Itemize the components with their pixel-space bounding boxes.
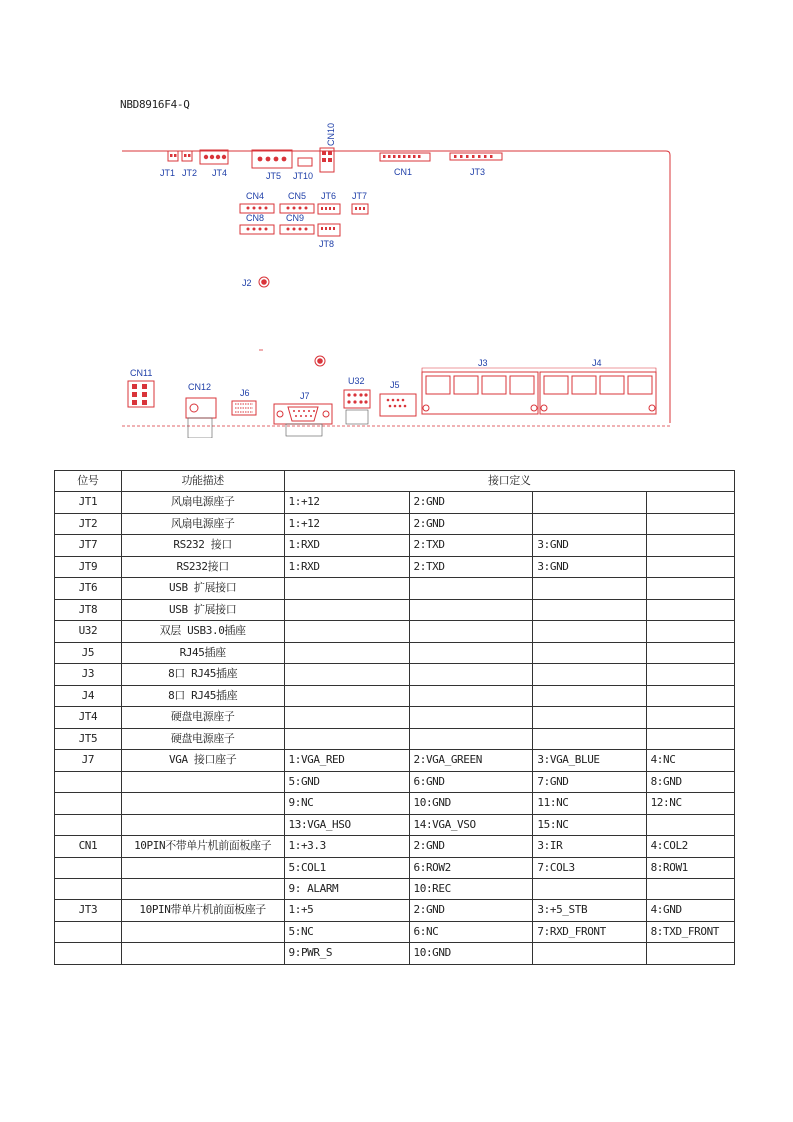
table-body: [55, 492, 735, 964]
cell-pin-1: 9:PWR_S: [284, 943, 409, 964]
cell-pin-4: [646, 513, 734, 535]
table-row: [55, 556, 735, 578]
cell-pin-2: 10:GND: [409, 793, 533, 814]
cell-pin-3: 11:NC: [533, 793, 646, 814]
cell-position: [55, 878, 122, 899]
cell-function: USB 扩展接口: [121, 599, 284, 621]
cell-pin-1: 5:GND: [284, 771, 409, 792]
cell-position: J4: [55, 685, 122, 707]
cell-pin-2: [409, 728, 533, 750]
cell-function: [121, 878, 284, 899]
cell-pin-4: [646, 728, 734, 750]
cell-pin-2: 14:VGA_VSO: [409, 814, 533, 835]
cell-position: JT3: [55, 900, 122, 922]
cell-function: 硬盘电源座子: [121, 728, 284, 750]
cell-pin-4: [646, 621, 734, 643]
cn12-connector: [186, 398, 216, 438]
cell-pin-1: [284, 578, 409, 600]
pin-definition-table: [54, 470, 735, 965]
label-j2: J2: [242, 278, 252, 288]
cell-position: [55, 793, 122, 814]
label-cn5: CN5: [288, 191, 307, 201]
cell-pin-3: [533, 599, 646, 621]
cell-function: RS232接口: [121, 556, 284, 578]
cell-function: [121, 921, 284, 942]
cell-function: 8口 RJ45插座: [121, 685, 284, 707]
j4-8port-rj45: [540, 372, 656, 414]
cell-pin-4: [646, 642, 734, 664]
jt5-connector: [252, 150, 292, 168]
cell-pin-2: [409, 599, 533, 621]
cell-pin-1: [284, 599, 409, 621]
table-row: [55, 513, 735, 535]
label-jt5: JT5: [266, 171, 282, 181]
label-jt4: JT4: [212, 168, 228, 178]
cell-function: [121, 771, 284, 792]
cell-pin-3: 3:GND: [533, 535, 646, 557]
cell-position: [55, 771, 122, 792]
cell-pin-4: [646, 685, 734, 707]
cell-pin-3: [533, 728, 646, 750]
label-cn8: CN8: [246, 213, 265, 223]
cell-pin-2: 2:TXD: [409, 556, 533, 578]
j5-rj45-connector: [380, 394, 416, 416]
cell-pin-2: 2:GND: [409, 900, 533, 922]
cell-pin-3: 3:GND: [533, 556, 646, 578]
cell-pin-3: [533, 513, 646, 535]
cell-function: [121, 857, 284, 878]
document-title: NBD8916F4-Q: [120, 98, 190, 111]
cell-function: [121, 814, 284, 835]
label-j6: J6: [240, 388, 250, 398]
cell-pin-3: 3:IR: [533, 836, 646, 858]
cell-pin-3: [533, 621, 646, 643]
cell-function: 10PIN带单片机前面板座子: [121, 900, 284, 922]
cell-pin-3: [533, 492, 646, 514]
cell-pin-4: [646, 707, 734, 729]
cell-position: JT4: [55, 707, 122, 729]
cell-pin-1: 1:+3.3: [284, 836, 409, 858]
cell-pin-2: 2:GND: [409, 513, 533, 535]
cn5-connector: [280, 204, 314, 213]
board-svg: [118, 118, 678, 438]
j6-connector: [232, 401, 256, 415]
cell-pin-3: [533, 878, 646, 899]
jt4-connector: [200, 150, 228, 164]
table-row: [55, 814, 735, 835]
cell-position: JT8: [55, 599, 122, 621]
label-jt1: JT1: [160, 168, 176, 178]
table-row: [55, 750, 735, 772]
cell-position: JT7: [55, 535, 122, 557]
cell-function: 8口 RJ45插座: [121, 664, 284, 686]
jt7-connector: [352, 204, 368, 214]
cell-pin-2: [409, 621, 533, 643]
cell-pin-4: [646, 664, 734, 686]
cell-pin-3: 7:RXD_FRONT: [533, 921, 646, 942]
cell-pin-4: 4:NC: [646, 750, 734, 772]
cell-pin-3: 3:+5_STB: [533, 900, 646, 922]
cell-pin-2: 6:GND: [409, 771, 533, 792]
label-jt8: JT8: [319, 239, 335, 249]
table-row: [55, 878, 735, 899]
u32-usb-connector: [344, 390, 370, 424]
cell-pin-2: [409, 642, 533, 664]
cell-pin-4: [646, 599, 734, 621]
cell-pin-2: [409, 685, 533, 707]
label-cn10: CN10: [326, 122, 336, 146]
cell-pin-3: [533, 642, 646, 664]
cell-pin-3: [533, 685, 646, 707]
cell-pin-1: 1:+5: [284, 900, 409, 922]
table-row: [55, 492, 735, 514]
label-jt7: JT7: [352, 191, 368, 201]
cell-function: [121, 943, 284, 964]
table-row: [55, 921, 735, 942]
cell-pin-1: [284, 685, 409, 707]
cell-position: [55, 814, 122, 835]
cn8-connector: [240, 225, 274, 234]
table-row: [55, 900, 735, 922]
header-function: 功能描述: [121, 471, 284, 492]
table-row: [55, 685, 735, 707]
cell-function: 硬盘电源座子: [121, 707, 284, 729]
cell-pin-2: 6:ROW2: [409, 857, 533, 878]
cell-function: 双层 USB3.0插座: [121, 621, 284, 643]
cell-pin-1: [284, 664, 409, 686]
label-cn4: CN4: [246, 191, 265, 201]
jt6-connector: [318, 204, 340, 214]
cell-pin-2: [409, 707, 533, 729]
label-cn12: CN12: [188, 382, 212, 392]
cell-pin-4: 8:TXD_FRONT: [646, 921, 734, 942]
cell-pin-3: [533, 707, 646, 729]
cell-position: JT9: [55, 556, 122, 578]
label-u32: U32: [348, 376, 365, 386]
cell-position: [55, 857, 122, 878]
cell-pin-3: 7:COL3: [533, 857, 646, 878]
cn4-connector: [240, 204, 274, 213]
cell-pin-1: 1:+12: [284, 513, 409, 535]
table-row: [55, 943, 735, 964]
j7-vga-connector: [274, 404, 332, 436]
jt10-connector: [298, 158, 312, 166]
cell-function: [121, 793, 284, 814]
table-row: [55, 599, 735, 621]
cell-pin-4: 12:NC: [646, 793, 734, 814]
jt2-connector: [182, 151, 192, 161]
cell-position: J5: [55, 642, 122, 664]
j2-jumper: [261, 279, 267, 285]
cell-pin-4: [646, 556, 734, 578]
cell-pin-2: 2:VGA_GREEN: [409, 750, 533, 772]
cell-pin-1: 9:NC: [284, 793, 409, 814]
table-row: [55, 793, 735, 814]
cn10-connector: [320, 148, 334, 172]
cell-pin-4: 4:GND: [646, 900, 734, 922]
label-jt6: JT6: [321, 191, 337, 201]
label-j5: J5: [390, 380, 400, 390]
cell-function: 10PIN不带单片机前面板座子: [121, 836, 284, 858]
table-row: [55, 621, 735, 643]
cell-pin-4: 8:GND: [646, 771, 734, 792]
cell-pin-3: [533, 664, 646, 686]
cell-function: 风扇电源座子: [121, 513, 284, 535]
table-row: [55, 664, 735, 686]
table-row: [55, 771, 735, 792]
j3-8port-rj45: [422, 372, 538, 414]
cell-pin-3: 15:NC: [533, 814, 646, 835]
cell-position: J7: [55, 750, 122, 772]
cell-position: [55, 921, 122, 942]
table-header-row: [55, 471, 735, 492]
cell-position: [55, 943, 122, 964]
board-layout-figure: [118, 118, 678, 438]
cell-pin-2: [409, 578, 533, 600]
cell-pin-2: 2:GND: [409, 492, 533, 514]
cell-pin-2: 10:GND: [409, 943, 533, 964]
cell-pin-4: [646, 492, 734, 514]
table-row: [55, 578, 735, 600]
cell-position: JT6: [55, 578, 122, 600]
cell-pin-2: 2:TXD: [409, 535, 533, 557]
cell-position: CN1: [55, 836, 122, 858]
table-row: [55, 707, 735, 729]
cell-pin-1: [284, 642, 409, 664]
cell-function: 风扇电源座子: [121, 492, 284, 514]
table-row: [55, 857, 735, 878]
cell-function: RS232 接口: [121, 535, 284, 557]
cell-position: J3: [55, 664, 122, 686]
label-cn1: CN1: [394, 167, 413, 177]
jt8-connector: [318, 224, 340, 236]
cell-pin-4: [646, 814, 734, 835]
cell-pin-1: 1:+12: [284, 492, 409, 514]
label-jt2: JT2: [182, 168, 198, 178]
cell-pin-1: [284, 707, 409, 729]
cn1-connector: [380, 153, 430, 161]
cell-pin-4: [646, 943, 734, 964]
cell-pin-1: 1:VGA_RED: [284, 750, 409, 772]
cn9-connector: [280, 225, 314, 234]
cell-position: U32: [55, 621, 122, 643]
cell-pin-4: 8:ROW1: [646, 857, 734, 878]
table-row: [55, 535, 735, 557]
cell-position: JT1: [55, 492, 122, 514]
jt1-connector: [168, 151, 178, 161]
cell-pin-3: 3:VGA_BLUE: [533, 750, 646, 772]
cell-pin-1: 5:COL1: [284, 857, 409, 878]
cell-position: JT2: [55, 513, 122, 535]
table-row: [55, 642, 735, 664]
cell-pin-2: [409, 664, 533, 686]
cell-function: VGA 接口座子: [121, 750, 284, 772]
cell-pin-4: [646, 578, 734, 600]
label-j4: J4: [592, 358, 602, 368]
label-jt3: JT3: [470, 167, 486, 177]
cell-pin-3: 7:GND: [533, 771, 646, 792]
cell-pin-1: 1:RXD: [284, 556, 409, 578]
label-cn11: CN11: [130, 368, 153, 378]
cell-pin-4: [646, 878, 734, 899]
label-jt10: JT10: [293, 171, 314, 181]
table-row: [55, 836, 735, 858]
cell-pin-3: [533, 578, 646, 600]
cell-pin-2: 2:GND: [409, 836, 533, 858]
cell-function: USB 扩展接口: [121, 578, 284, 600]
cell-position: JT5: [55, 728, 122, 750]
header-position: 位号: [55, 471, 122, 492]
cell-pin-2: 6:NC: [409, 921, 533, 942]
table-row: [55, 728, 735, 750]
cell-function: RJ45插座: [121, 642, 284, 664]
label-cn9: CN9: [286, 213, 305, 223]
cell-pin-4: [646, 535, 734, 557]
cell-pin-4: 4:COL2: [646, 836, 734, 858]
cn11-connector: [128, 381, 154, 407]
cell-pin-1: 13:VGA_HSO: [284, 814, 409, 835]
cell-pin-1: [284, 621, 409, 643]
jt3-connector: [450, 153, 502, 160]
cell-pin-1: [284, 728, 409, 750]
cell-pin-1: 1:RXD: [284, 535, 409, 557]
cell-pin-3: [533, 943, 646, 964]
label-j3: J3: [478, 358, 488, 368]
cell-pin-1: 5:NC: [284, 921, 409, 942]
header-interface: 接口定义: [284, 471, 735, 492]
cell-pin-1: 9: ALARM: [284, 878, 409, 899]
label-j7: J7: [300, 391, 310, 401]
cell-pin-2: 10:REC: [409, 878, 533, 899]
